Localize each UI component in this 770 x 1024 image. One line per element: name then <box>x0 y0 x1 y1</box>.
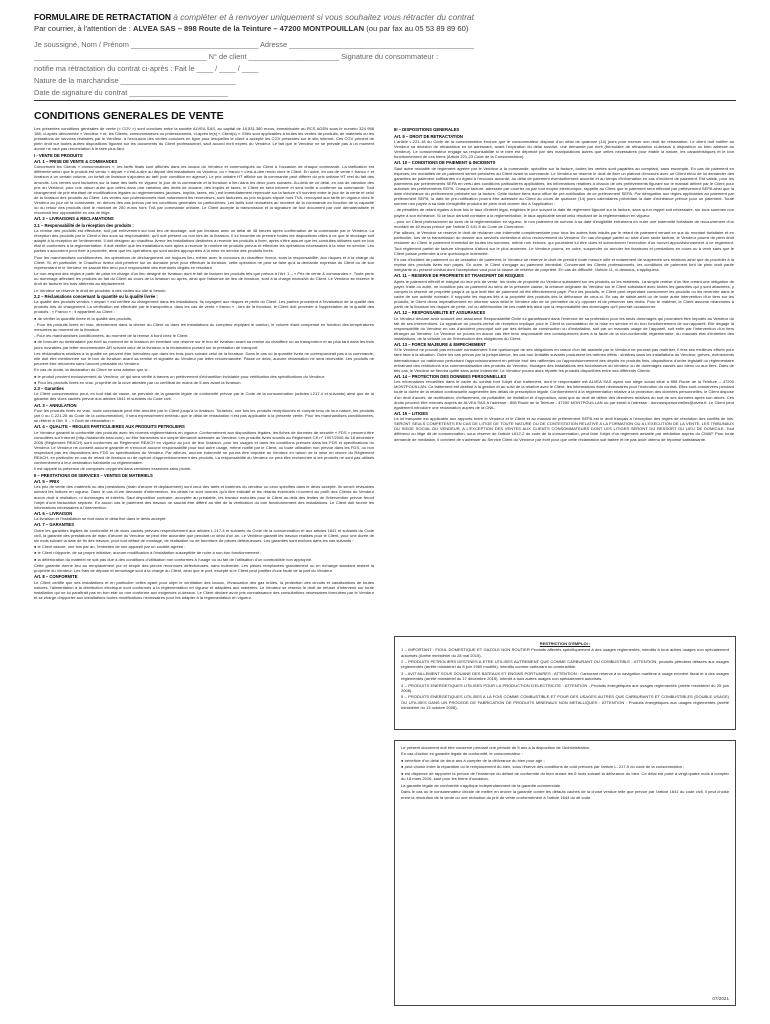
article-text: Après le paiement effectif et intégral du leur prix de vente, les droits de propriété du Vendeur subsistent sur les produits ou les matériels. La simple remise d'un titre créant une obligation de payer, traite ou autre, ne constitue pas un paiement au sens de la présente clause, la créance originaire du Vendeur sur le Client subsistant avec toutes les garanties qui y sont attachées, y compris la réserve de propriété jusqu'à ce que ledit titre de paiement ait été effectivement payé. Pour les produits, le Client peut cependant consommer les produits ou les revendre dans le cadre de son activité normale. Il supporte les risques liés à la propriété des produits dès la délivrance de ceux-ci. En cas de saisie-arrêt ou de toute autre intervention d'un tiers sur les produits, le Client devra impérativement en informer sans délai le Vendeur afin de lui permettre de s'y opposer et de préserver ses droits. Pour le matériel, le Client assume néanmoins à partir de la livraison les risques de perte, vol ou détérioration de ces matériels ainsi que la responsabilité des dommages qu'il pourrait occasionner. <box>394 278 734 310</box>
article-heading: Art. 14 – PROTECTION DES DONNEES PERSONNELLES <box>394 374 507 380</box>
article-heading: Art. 2 – LIVRAISONS & RECLAMATIONS <box>34 216 114 222</box>
restriction-item: 5 – PRODUITS ENERGETIQUES UTILISES A LA FOIS COMME COMBUSTIBLE ET POUR DES USAGES AUTRES QUE CARBURANTS ET COMBUSTIBLES (DOUBLE USAGE) OU UTILISES DANS UN PROCEDE DE FABRICATION DE PRODUITS MINERAUX NON METALLIQUES : ATTENTION : Produits énergétiques aux usages réglementés (arrêté ministériel du 13 octobre 2008). <box>401 694 729 711</box>
article-text: Outre les garanties légales de conformité et de vices cachés prévues respectivement aux articles L.217-4 et suivants du Code de la consommation et aux articles 1641 et suivants du Code civil, la garantie des prestations de main d'œuvre du Vendeur ne peut être accordée que pendant un délai d'un an. Le Vendeur garantit les travaux réalisés pour le Client, pour une durée de six mois suivant la date de fin des travaux, pour tout défaut de montage, de réalisation ou de fourniture de pièces défectueuses. Les garanties sont exclues dans les cas suivants : <box>34 527 374 543</box>
list-item: - Pour les marchandises conditionnées, au moment de la remise à bord chez le Client. <box>34 333 189 339</box>
article-heading: Art. 6 – LIVRAISON <box>34 510 73 516</box>
section-heading: II – PRESTATIONS DE SERVICES – VENTES DE MATERIELS <box>34 472 153 478</box>
article-text: En cas de doute, la déclaration du Client ne sera admise que si : <box>34 367 150 373</box>
article-text: Le Vendeur déclare avoir souscrit une assurance Responsabilité Civile lui garantissant dans l'exercice de sa profession pour les seuls dommages qui pourraient être imputés au Vendeur du fait de ses interventions. La signature du procès-verbal de réception implique pour le Client la constatation de la mise en service et du bon fonctionnement de son appareil. Elle dégage la responsabilité du Vendeur en cas d'accident provoqué soit par des défauts de construction ou d'installation, soit par un mauvais usage de l'appareil, soit enfin par l'intervention d'un tiers étranger au Vendeur. Le Vendeur ne pourra en aucun cas être tenu responsable des conséquences dues à la faute de la non-conformité réglementaire, du mauvais état d'entretien des installations, de la vétusté ou de l'inexécution des obligations du Client. <box>394 315 734 341</box>
article-heading: Art. 12 – RESPONSABILITE ET ASSURANCES <box>394 310 486 316</box>
document-version: 07/2021 <box>712 995 729 1001</box>
form-line-client-signature[interactable]: __________________________________________ N° de client ______________________ Signature du consommateur : <box>34 52 439 61</box>
article-text: Pour les marchandises conditionnées, les opérations de déchargement ont toujours lieu, même avec le concours du chauffeur livreur, sous la responsabilité, aux risques et à la charge du Client. Si, en particulier, le Chauffeur livreur doit pénétrer sur un domaine privé pour effectuer la livraison, cette opération ne peut se faire qu'à la demande expresse du Client ou de son représentant et le Vendeur ne saurait être tenu pour responsable des éventuels dégâts en résultant. <box>34 254 374 270</box>
form-line-retractation-date[interactable]: notifie ma rétractation du contrat ci-après : Fait le ____ / ____ / ____ <box>34 64 259 73</box>
article-text: Le Client certifie que ses installations et en particulier celles ayant pour objet le ventilation des locaux, l'évacuation des gaz brûlés, la protection des circuits et canalisations de toutes natures, l'alimentation à la distribution électrique sont conformes à la réglementation en vigueur et adaptées aux matériels. Le Vendeur se réserve le droit de refuser d'intervenir sur toute installation qui ne lui paraîtrait pas en bon état ou non conforme aux exigences ci-dessus. Le Client déclare avoir pris connaissance des consultations nécessaires formulées par le Vendeur et se charge d'apporter aux installations toutes modifications nécessaires pour les adapter à la réglementation en vigueur. <box>34 579 374 600</box>
article-heading: Art. 7 – GARANTIES <box>34 522 75 528</box>
list-item: - Pour les produits livrés en vrac, directement dans la citerne du Client ou dans les installations du compteur équipant le camion, le volume étant compensé en fonction des températures mesurées au moment de la livraison. <box>34 321 374 332</box>
form-title-bold: FORMULAIRE DE RETRACTATION <box>34 12 171 22</box>
list-item: ● la détérioration du matériel ne soit pas due à des conditions d'utilisation non conformes à l'usage ou du fait de l'utilisation d'un combustible non approprié. <box>34 556 313 562</box>
article-text: Il est rappelé la présence de composés oxygénés dans certaines essences sans plomb. <box>34 466 192 472</box>
restriction-item: 2 – PRODUITS PETROLIERS DESTINES A ETRE UTILISES AUTREMENT QUE COMME CARBURANT OU COMBUSTIBLE : ATTENTION, produits pétroliers détaxés aux usages réglementés (arrêté ministériel du 8 juin 1960 modifié), interdits comme carburant ou combustible. <box>401 659 729 670</box>
article-heading: Art. 15 – LITIGES <box>394 410 428 416</box>
list-item: ● le produit provient exclusivement du Vendeur, ce qui sera vérifié à travers un prélèvement d'échantillon inviolable pour vérification des spécifications du Vendeur. <box>34 373 325 379</box>
form-title <box>34 12 474 22</box>
guarantee-box <box>394 740 736 1006</box>
article-text: Le Vendeur se réserve le droit de procéder à des visites sur site si besoin. <box>34 287 167 293</box>
cgv-title: CONDITIONS GENERALES DE VENTE <box>34 110 224 122</box>
article-text: La loi française est applicable aux rapports entre le Vendeur et le Client et au mandat de prélèvement SEPA est le droit français à l'exception des règles de résolution des conflits de lois. SERONT SEULS COMPETENTS EN CAS DE LITIGE DE TOUTE NATURE OU DE CONTESTATION RELATIVE A LA FORMATION OU A L'EXECUTION DE LA VENTE, LES TRIBUNAUX DU SIEGE SOCIAL DU VENDEUR, A L'EXCEPTION DES VENTES AUX CLIENTS CONSOMMATEURS DONT LES LITIGES SERONT DU RESSORT DU LIEU DE DOMICILE. Tout différend ou litige dit de consommation, sous réserve de l'article L612-2 du code de la consommation, peut faire l'objet d'un règlement amiable par médiation auprès du CMAP. Pour toute demande de médiation, il convient de s'adresser au Service Client du Vendeur par écrit pour que cette réclamation soit traitée et ne pas avoir obtenu de réponse satisfaisante. <box>394 416 734 442</box>
article-text: - de pénalités de retard égales à trois fois le taux d'intérêt légal, exigibles le jour suivant la date de règlement figurant sur la facture, sans qu'un rappel soit nécessaire, sur tous sommes non payée à son échéance. Si ce taux dérivait contraire à la réglementation, le taux applicable serait celui résultant de la réglementation en vigueur. <box>394 207 734 218</box>
article-text: La qualité des produits vendus « départ » est vérifiée au chargement dans les installations. Ils voyagent aux risques et périls du Client. Les parties procèdent à l'évaluation de la qualité des produits lors du chargement. La vérification est effectuée par le transporteur, dans les cas de vente « franco » ; lors de la livraison, le Client doit procéder à l'appréciation de la qualité des produits : « Franco » ; il appartient au Client : <box>34 299 374 315</box>
guarantee-item: ● est dispensé de rapporter la preuve de l'existence du défaut de conformité du bien durant les 6 mois suivant la délivrance du bien. Ce délai est porté à vingt-quatre mois à compter du 18 mars 2016, sauf pour les biens d'occasion. <box>401 770 729 782</box>
address-fax: (ou par fax au 05 53 89 89 60) <box>364 24 469 33</box>
article-heading: Art. 11 – RESERVE DE PROPRIETE ET TRANSFERT DE RISQUES <box>394 273 524 279</box>
section-heading: I - VENTE DE PRODUITS <box>34 152 83 158</box>
restriction-item: 3 – AVIT AILLEMENT SOUS DOUANE DES BATEAUX ET ENGINS PORTUAIRES : ATTENTION : Carburant réservé à la navigation maritime à usage exonéré fiscal et à des usages réglementés (arrêté ministériel du 17 décembre 2015). Interdit à tous autres usages non spécialement autorisés. <box>401 670 729 682</box>
cgv-left-column <box>34 126 374 846</box>
restriction-item: 1 – IMPORTANT : FIOUL DOMESTIQUE ET GAZOLE NON ROUTIER Produits affectés spécifiquement à des usages réglementés, interdits à tous autres usages non spécialement autorisés (Arrêté ministériel du 28 mai 2015). <box>401 647 729 658</box>
guarantee-item: ● peut choisir entre la réparation ou le remplacement du bien, sous réserve des conditions de coût prévues par l'article L. 217-9 du code de la consommation ; <box>401 764 685 770</box>
address-prefix: Par courrier, à l'attention de : <box>34 24 133 33</box>
guarantee-text: Le présent document doit être conservé pendant une période de 5 ans à la disposition de l'Administration. <box>401 745 591 750</box>
article-heading: Art. 4 – QUALITE – REGLES PARTICULIERES AUX PRODUITS PETROLIERS <box>34 424 185 430</box>
guarantee-text: En cas d'action en garantie légale de conformité, le consommateur : <box>401 751 523 757</box>
form-line-nature[interactable]: Nature de la marchandise ____________________________ <box>34 76 236 85</box>
form-line-name-address[interactable]: Je soussigné, Nom / Prénom _______________________________ Adresse _____________________________________________ <box>34 40 475 49</box>
article-heading: Art. 10 – CONDITIONS DE PAIEMENT & INCIDENTS <box>394 160 496 166</box>
article-heading: Art. 9 – DROIT DE RETRACTATION <box>394 133 463 139</box>
article-heading: Art. 8 – CONFORMITE <box>34 574 78 580</box>
article-text: Le Client consommateur peut, en tout état de cause, se prévaloir de la garantie légale de conformité prévue par le Code de la consommation (articles L217-4 et suivants) ainsi que de la garantie des vices cachés prévue aux articles 1641 et suivants du Code civil. <box>34 391 374 402</box>
article-text: Par ailleurs, le Vendeur se réserve le droit de réclamer une indemnité complémentaire pour tous les autres frais induits par le retard de paiement venant en sus du montant forfaitaire et en particulier, lors de la transmission du dossier aux services contentieux et/ou recouvrement du Vendeur. En cas d'impayé partiel ou total d'une seule facture, le Vendeur pourra de plein droit réclamer au Client le paiement immédiat de toutes les sommes, même non échues, qui pourraient lui être dues et subordonner l'exécution d'un nouvel approvisionnement à ce règlement. Tout règlement partiel de facture s'imputera d'abord sur le plus ancienne. Le Vendeur pourra, en outre, suspendre ou annuler les livraisons et prestations en cours ou à venir sans que le Client puisse prétendre à une quelconque indemnité. <box>394 230 734 256</box>
list-item: ● de formuler au destinataire par écrit au moment de la livraison en émettant une réserve sur le bon de livraison avant sa remise au chauffeur ou au transporteur et au plus tard dans les trois jours ouvrables par lettre recommandée AR suivant celui de la livraison à la réclamation portant sur la prestation de transport. <box>34 339 374 350</box>
article-heading: Art. 13 – FORCE MAJEURE & EMPECHEMENT <box>394 342 486 348</box>
list-item: ● de vérifier la quantité livrée et la qualité des produits, <box>34 315 133 321</box>
subarticle-heading: 2.3 – Garanties <box>34 386 64 392</box>
cgv-right-column <box>394 126 734 631</box>
guarantee-text: Dans le cas où le consommateur décide de mettre en œuvre la garantie contre les défauts cachés de la chose vendue telle que prévue par l'article 1641 du code civil, il peut choisir entre la résolution de la vente ou une réduction du prix de vente conformément à l'article 1644 du dit code. <box>401 789 729 800</box>
form-address <box>34 24 468 33</box>
form-line-contract-date[interactable]: Date de signature du contrat ________________________ <box>34 88 228 97</box>
article-text: - pour un Client professionnel au sens de la réglementation en vigueur, le non paiement de somme à sa date d'exigibilité entraînera en outre une indemnité forfaitaire de recouvrement d'un montant de 40 euros prévue par l'article D 441-5 du Code de Commerce. <box>394 218 734 229</box>
restriction-item: 4 – PRODUITS ENERGETIQUES UTILISES POUR LA PRODUCTION D'ELECTRICITE : ATTENTION : Produits énergétiques aux usages réglementés (arrêté ministériel du 25 juin 2008). <box>401 682 729 693</box>
guarantee-item: ● bénéficie d'un délai de deux ans à compter de la délivrance du bien pour agir ; <box>401 757 545 763</box>
article-text: Les informations recueillies dans le cadre du contrat font l'objet d'un traitement, dont le responsable est ALVEA SAS ayant son siège social situé à 898 Route de la Teinture – 47200 MONTPOUILLAN. Ce traitement est destiné à la gestion et au suivi de la relation avec le Client, les informations étant nécessaires pour l'exécution du contrat. Elles sont conservées pendant toute la durée de la relation contractuelle augmentée des délais de prescription légale. Conformément à la réglementation relative à la protection des données personnelles, le Client dispose d'un droit d'accès, de rectification, d'effacement, de portabilité, de limitation et d'opposition, ainsi que du droit de définir des directives relatives au sort de ses données après son décès. Ces droits peuvent être exercés auprès de ALVEA SAS à l'adresse : 898 Route de la Teinture - 47200 MONTPOUILLAN ou par email à l'adresse : donneespersonnelles@alvea.fr. Le Client peut également introduire une réclamation auprès de la CNIL. <box>394 379 734 410</box>
article-text: Cette garantie donne lieu au remplacement pur et simple des pièces reconnues défectueuses, sans indemnité. Les pièces remplacées gratuitement ou en échange standard restent la propriété du Vendeur. Les frais de dépose et remontage sont à la charge du Client, ainsi que le port, excepté si le Client peut justifier d'une faute de la part du Vendeur. <box>34 562 374 574</box>
restriction-title: RESTRICTION D'EMPLOI : <box>539 641 591 646</box>
restriction-box <box>394 636 736 730</box>
article-text: La remise des produits est effectuée, soit par enlèvement sur tout lieu de stockage, soit par livraison avec un délai de 48 heures après confirmation de la commande par le Vendeur. La réception des produits par le Client a lieu sous sa responsabilité, qu'il soit présent ou non lors de la livraison. Il lui incombe de prendre toutes les dispositions utiles à ce que le stockage soit adapté à la réception de l'enlèvement. Il doit désigner au chauffeur-livreur les installations destinées à recevoir les produits à livrer, après s'être assuré que les conduites utilisées sont en bon état et conformes à la réglementation. Il doit vérifier que les installations sont aptes à recevoir le nombre de produits prévus et effectuer les opérations nécessaires à la mise en service. Les parties s'accordent pour fixer à proximité, ainsi que les opérations qui sont seules appropriées à la mise en service des produits livrés. <box>34 227 374 254</box>
separator-line <box>34 100 736 101</box>
guarantee-text: La garantie légale de conformité s'applique indépendamment de la garantie commerciale. <box>401 782 562 788</box>
article-text: En cas d'incident de paiement ou de cessation de paiement, le Vendeur se réserve le droit de prendre toute mesure utile et notamment de suspendre ses relations ainsi que de procéder à la reprise des produits livrés non payés. En outre, le Client s'engage au paiement immédiat. Concernant les Clients professionnels, les conditions de paiement font de plein droit partie intégrante du présent contrat dont l'acceptation vaut pour la clause de réserve de propriété. En cas de difficulté, l'Article 11, ci-dessous, s'appliquera. <box>394 256 734 273</box>
article-text: Pour les produits livrés en vrac, toute commande peut être annulée par le Client jusqu'à la livraison. Toutefois, une fois les produits réceptionnés et compte tenu de leur nature, les produits (art 0 ou C.221-28 du Code de la consommation), il sera expressément entendu que le délai de rétractation n'est pas applicable à la présente vente. Pour les marchandises conditionnées, se référer à l'Art. 9 – « Droit de rétractation ». <box>34 407 374 424</box>
article-text: Si le Vendeur ne pouvait pas exécuter normalement l'une quelconque de ses obligations en raison d'un fait assimilé par le Vendeur ne pourrait pas maîtriser, il fera ses meilleurs efforts pour faire face à la situation. Outre les cas prévus par la jurisprudence, les cas non limitatifs suivants produisent les mêmes effets : sinistres dans les installations du Vendeur, grèves, événements internationaux ou nationaux perturbant l'approvisionnement en pétrole brut des raffineries ou l'approvisionnement des dépôts en produits finis, dispositions d'ordre législatif ou réglementaire entraînant des restrictions à la commercialisation des produits du Vendeur, blocages des installations des fournisseurs du Vendeur ou de dommages causés aux biens ou aux tiers. Dans de tels cas, le Vendeur se tiendra quitte sans autre indemnité. Le Vendeur pourra alors répartir les produits disponibles entre ses différents Clients. <box>394 347 734 373</box>
list-item: ● Pour les produits livrés en vrac, propriété de la cuve attestée par un certificat de moins de 5 ans avant la livraison. <box>34 379 242 385</box>
form-title-instruction: à compléter et à renvoyer uniquement si vous souhaitez vous rétracter du contrat <box>170 12 474 22</box>
article-heading: Art. 5 – PRIX <box>34 479 60 485</box>
article-text: Le non-respect des règles à partir de prise en charge d'un lieu désigné de livraison dont le fait de facturer les produits tels que prévus à l'Art. 1 – « Prix de vente & commandes ». Toute perte ou dommage affectant les produits du fait du Client au cours de la livraison ou après, ainsi que l'absence de lieu de livraison, sont à la charge exclusive du Client. Le Vendeur se réserve le droit de facturer les frais afférents au déplacement. <box>34 271 374 287</box>
article-text: Le Vendeur garantit la conformité des produits avec les normes réglementaires en vigueur. Conformément aux dispositions légales, les fiches de données de sécurité « FDS » peuvent être consultées sur Internet (http://totalsmile.total.com), ou être transmises sur simple demande adressée au Vendeur. Les produits livrés soumis au Règlement CE n° 1907/2006 du 18 décembre 2006 (Règlement REACH) sont conformes au Règlement REACH en vigueur au jour de leur livraison, pour les usages et dans les conditions prévues dans les FDS et spécifications du Vendeur. Le Vendeur ne consent aucune garantie et n'encourt aucune responsabilité pour tout autre usage, même notifié par le Client, ou toute utilisation non prévue dans les FDS, ou non respectant pas les dispositions des FDS ou spécifications du Vendeur. Par ailleurs, aucune indemnité ne pourra être imputée au Vendeur en raison de la mise en œuvre du Règlement REACH, en particulier en cas de retard de livraison ou de rupture d'approvisionnement des produits. La responsabilité du Vendeur ne peut être recherchée si les produits ne sont pas utilisés conformément à leur destination habituelle ou réglementaire. <box>34 429 374 466</box>
article-text: Sauf autre modalité de règlement agréée par le Vendeur à la commande, spécifiée sur la facture, toutes les ventes sont payables au comptant, sans escompte. En cas de paiement en espèces, les modalités de ce paiement seront précisées au Client avant la commande. Le Vendeur se réserve le droit de fixer un plafond d'encours avec un Client et/ou de lui demander des garanties de paiement suffisantes eu égard à l'encours accordé, au délai de paiement éventuellement accordé et au temps d'information en cas d'incident de paiement. Est valide, pour les paiements par prélèvements SEPA en vertu des conditions particulières applicables, les informations relatives à chacun de ces prélèvements figurant sur le mandat délivré par le Client pour autoriser les prélèvements SEPA. Chaque facture, adressée par courrier ou par tout moyen électronique, rappelle au Client que le paiement sera effectué par prélèvement SEPA ainsi que la date d'échéance du prélèvement précisée sur la facture. Cette facture tiens donc office de pré-notification de ce prélèvement SEPA. Par dérogation aux règles applicables au paiement par prélèvement SEPA, la date de pré-notification pourra être adressée au Client au cours de quatorze (14) jours calendaires précédant la date d'échéance prévue pour un paiement. Toute somme non payée à sa date d'exigibilité produira de plein droit donner lieu à l'application : <box>394 165 734 207</box>
article-text: Les réclamations relatives à la qualité ne peuvent être formulées que dans les trois jours suivant celui de la livraison. Dans le cas où la quantité livrée ne correspondrait pas à la commande, elle doit être mentionnée sur le bon de livraison avant sa remise et signalée au Vendeur par lettre recommandée. Passé ce délai, aucune réclamation ne sera recevable. Les produits ne peuvent être retournés sans l'accord préalable du Vendeur. <box>34 350 374 367</box>
address-company: ALVEA SAS – 898 Route de la Teinture – 47200 MONTPOUILLAN <box>132 24 365 33</box>
article-text: Concernant les Clients « consommateurs », les tarifs finals sont affichés dans les locaux du Vendeur et communiqués au Client à l'occasion de chaque commande. La tarification est différente selon que le produit est vendu « départ » c'est-à-dire au départ des installations du Vendeur, ou « franco » c'est-à-dire rendu chez le Client. En outre, en cas de vente « franco » et livraison à un certain volume, un forfait de livraison s'ajoutera au tarif (voir condition en agence). Le prix unitaire HT affiché sur la commande peut différer du prix unitaire HT réel du fait des arrondis. Les ventes sont facturées sur la base des tarifs en vigueur le jour de la commande et la livraison a lieu dans les deux jours suivants. Au-delà de ce délai, en cas de variation des prix du Vendeur, pour une raison autre que celles dans une variation des droits de douane, des impôts et taxes, le Client en sera informé et sera invité à confirmer sa commande. Tout changement de prix résultant de modifications légales ou réglementaires (accises, impôts, taxes, etc.) est immédiatement répercuté sur la facture s'il survient entre le jour de la vente et celui de la livraison des produits au Client. Les ventes aux professionnels dont notamment les revendeurs, sont facturées au prix toujours stipulé hors TVA, renvoyant aux tarifs en vigueur chez le Vendeur au jour de la commande, en dehors des cas prévus par les conditions générales ou particulières. Les tarifs sont révisables au moment de la commande en fonction de la capacité ou du retour des produits dont le montant de 250 euros hors TVA par commande unitaire. Le Client accepte la transmission et la signature de tout document par voie dématérialisée et reconnaît leur opposabilité en cas de litige. <box>34 164 374 216</box>
article-heading: Art. 3 – ANNULATION <box>34 402 77 408</box>
section-heading: III – DISPOSITIONS GENERALES <box>394 127 460 133</box>
article-heading: Art. 1 – PRISE DE VENTE & COMMANDES <box>34 159 118 165</box>
article-text: Les prix de vente des matériels ou des prestations (main d'œuvre et déplacement) sont ceux des tarifs et barèmes du vendeur ou ceux spécifiés dans le devis accepté. Ils seront révisables suivant les indices en vigueur. Dans le cas d'une demande d'intervention, les délais ne sont donnés qu'à titre indicatif et les retards éventuels n'ouvrent au profit des Clients du Vendeur aucun droit à résiliation, ni dommages et intérêts. Sauf disposition contraire, acceptée au préalable, les travaux exécutés pour le Client au-delà des limites de l'intervention prévue feront l'objet d'une facturation séparée. En aucun cas le paiement des travaux ne saurait être différé au titre de la vérification du bon fonctionnement des installations. Le Client doit fournir les informations nécessaires à l'intervention. <box>34 484 374 510</box>
subarticle-heading: 2.2 – Réclamations concernant la quantité ou la qualité livrée : <box>34 293 158 299</box>
subarticle-heading: 2.1 – Responsabilité de la réception des produits : <box>34 222 134 228</box>
list-item: ● le Client n'apporte, de sa propre initiative, aucune modification à l'installation susceptible de nuire à son bon fonctionnement ; <box>34 550 262 556</box>
article-text: L'article L.221-18 du Code de la consommation énonce que le consommateur dispose d'un délai de quatorze (14) jours pour exercer son droit de rétractation. Le client doit notifier au Vendeur sa décision de rétractation en lui adressant, avant l'expiration du délai susvisé, une demande par écrit (formulaire de rétractation ci-dessus à disposition ou bien adressé au Vendeur). Le consommateur engage sa responsabilité si le bien est déprécié par des manipulations autres que celles nécessaires pour établir la nature, les caractéristiques et le bon fonctionnement de ces biens (Article 221-23 Code de la Consommation). <box>394 138 734 160</box>
article-text: La livraison et l'installation se font dans le délai fixé dans le devis accepté. <box>34 516 167 522</box>
list-item: ● le Client assure, une fois par an, l'entretien de son appareil par un société agréée ; <box>34 544 186 550</box>
cgv-intro: Les présentes conditions générales de vente (« CGV ») sont conclues entre la société ALVEA SAS, au capital de 18.531.380 euros, immatriculée au RCS AGEN sous le numéro 324 958 188, ci-après dénommée « Vendeur » et, les Clients, consommateurs ou professionnels, ci-après le(s) « Client(s) ». Elles sont applicables à toutes les ventes de produits, de matériels ou les prestations de services réalisées par le Vendeur, à l'exclusion des ventes conclues en ligne pour lesquelles le client a accepté les CGV présentes sur le site internet. Ces CGV priment de plein droit sur toutes autres dispositions figurant sur les documents du Client professionnel, sauf accord écrit exprès du Vendeur. Le fait que le Vendeur ne se prévale pas à un moment donné ne vaut pas renonciation à le faire plus tard. <box>34 126 374 152</box>
